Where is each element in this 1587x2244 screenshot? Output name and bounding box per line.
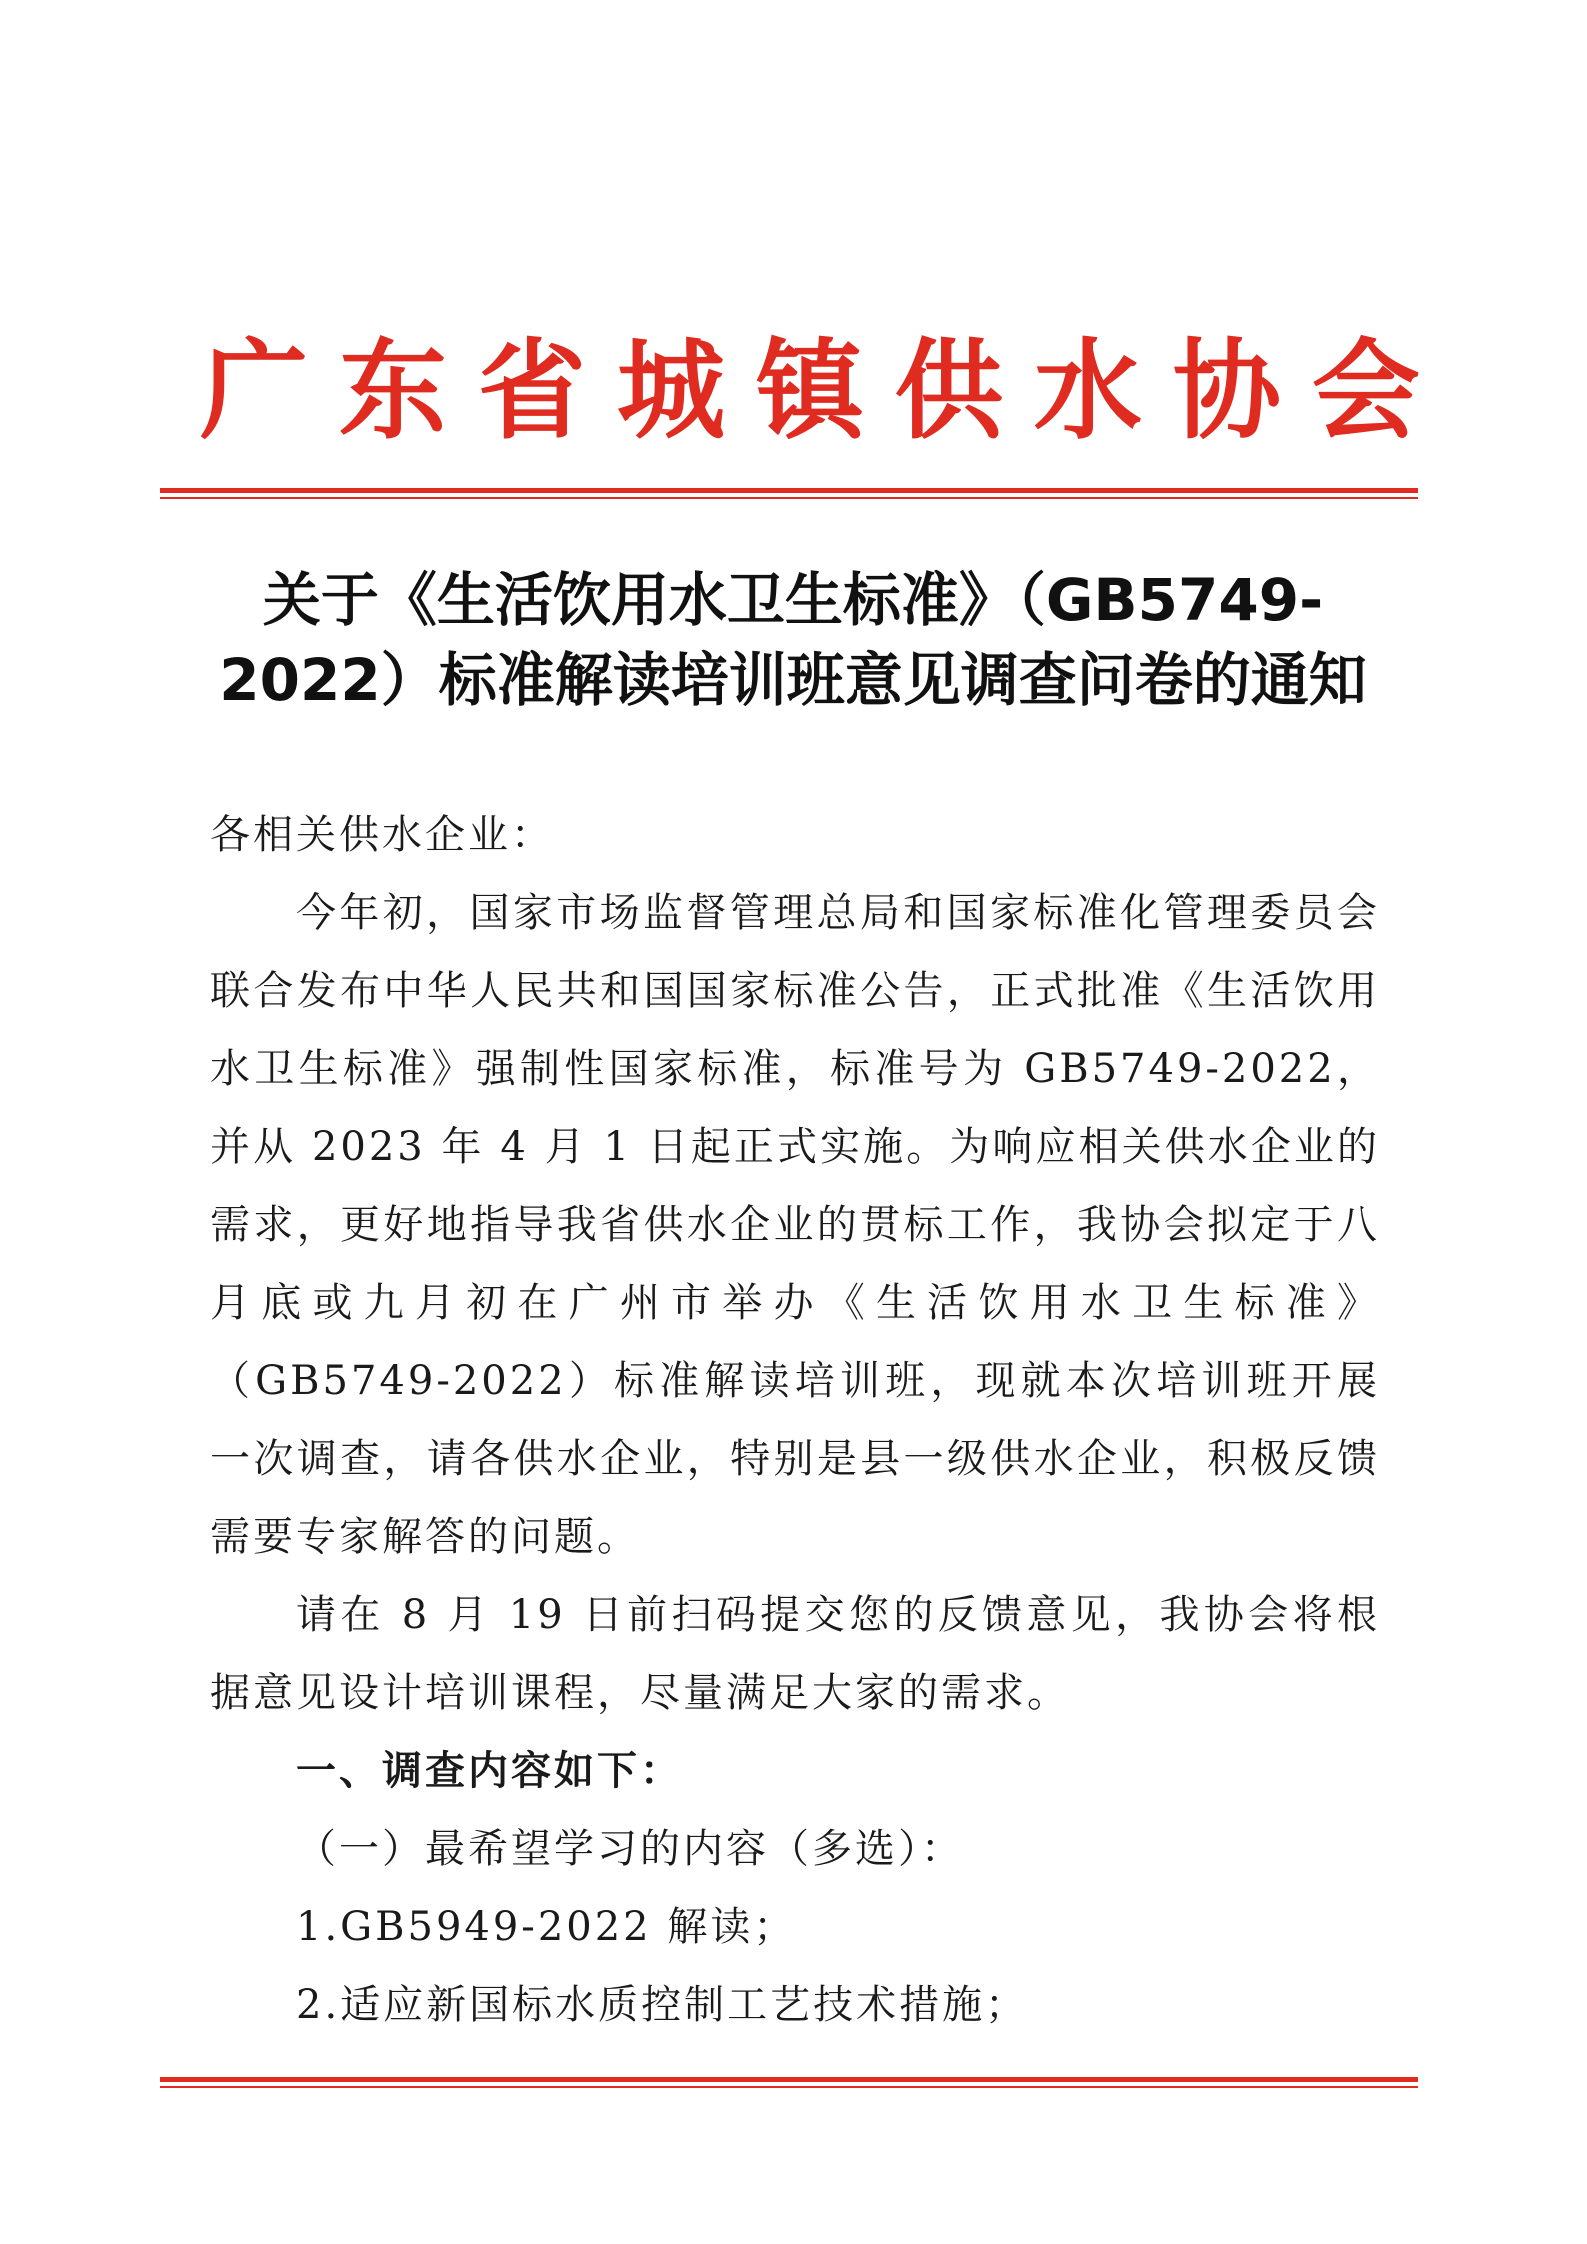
letterhead-org-name xyxy=(200,322,1420,462)
letterhead-divider-top xyxy=(160,488,1418,499)
document-title-line-2: 2022）标准解读培训班意见调查问卷的通知 xyxy=(219,646,1367,714)
section-heading: 一、调查内容如下： xyxy=(296,1748,683,1794)
divider-thick-line xyxy=(160,2077,1418,2082)
divider-thin-line xyxy=(160,2086,1418,2088)
document-title xyxy=(200,560,1386,720)
list-item: 1.GB5949-2022 解读； xyxy=(296,1904,797,1950)
divider-thick-line xyxy=(160,488,1418,493)
divider-thin-line xyxy=(160,497,1418,499)
letterhead-char: 供 xyxy=(894,329,1003,454)
letterhead-char: 广 xyxy=(200,329,309,454)
document-body xyxy=(210,796,1380,2044)
salutation: 各相关供水企业： xyxy=(210,812,554,858)
letterhead-char: 省 xyxy=(477,329,586,454)
paragraph-deadline: 请在 8 月 19 日前扫码提交您的反馈意见，我协会将根据意见设计培训课程，尽量满足大家的需求。 xyxy=(210,1592,1380,1716)
paragraph-announcement: 今年初，国家市场监督管理总局和国家标准化管理委员会联合发布中华人民共和国国家标准公告，正式批准《生活饮用水卫生标准》强制性国家标准，标准号为 GB5749-2022，并从 2023 年 4 月 1 日起正式实施。为响应相关供水企业的需求，更好地指导我省供水企业的贯标工作，我协会拟定于八月底或九月初在广州市举办《生活饮用水卫生标准》（GB5749-2022）标准解读培训班，现就本次培训班开展一次调查，请各供水企业，特别是县一级供水企业，积极反馈需要专家解答的问题。 xyxy=(210,890,1380,1560)
document-title-line-1: 关于《生活饮用水卫生标准》（GB5749- xyxy=(262,566,1324,634)
letterhead-char: 协 xyxy=(1172,329,1281,454)
subsection-heading: （一）最希望学习的内容（多选）： xyxy=(296,1826,964,1872)
letterhead-char: 东 xyxy=(338,329,447,454)
letterhead-char: 镇 xyxy=(755,329,864,454)
letterhead-char: 城 xyxy=(616,329,725,454)
list-item: 2.适应新国标水质控制工艺技术措施； xyxy=(296,1982,1029,2028)
letterhead-char: 水 xyxy=(1033,329,1142,454)
footer-divider xyxy=(160,2077,1418,2088)
letterhead-char: 会 xyxy=(1311,329,1420,454)
